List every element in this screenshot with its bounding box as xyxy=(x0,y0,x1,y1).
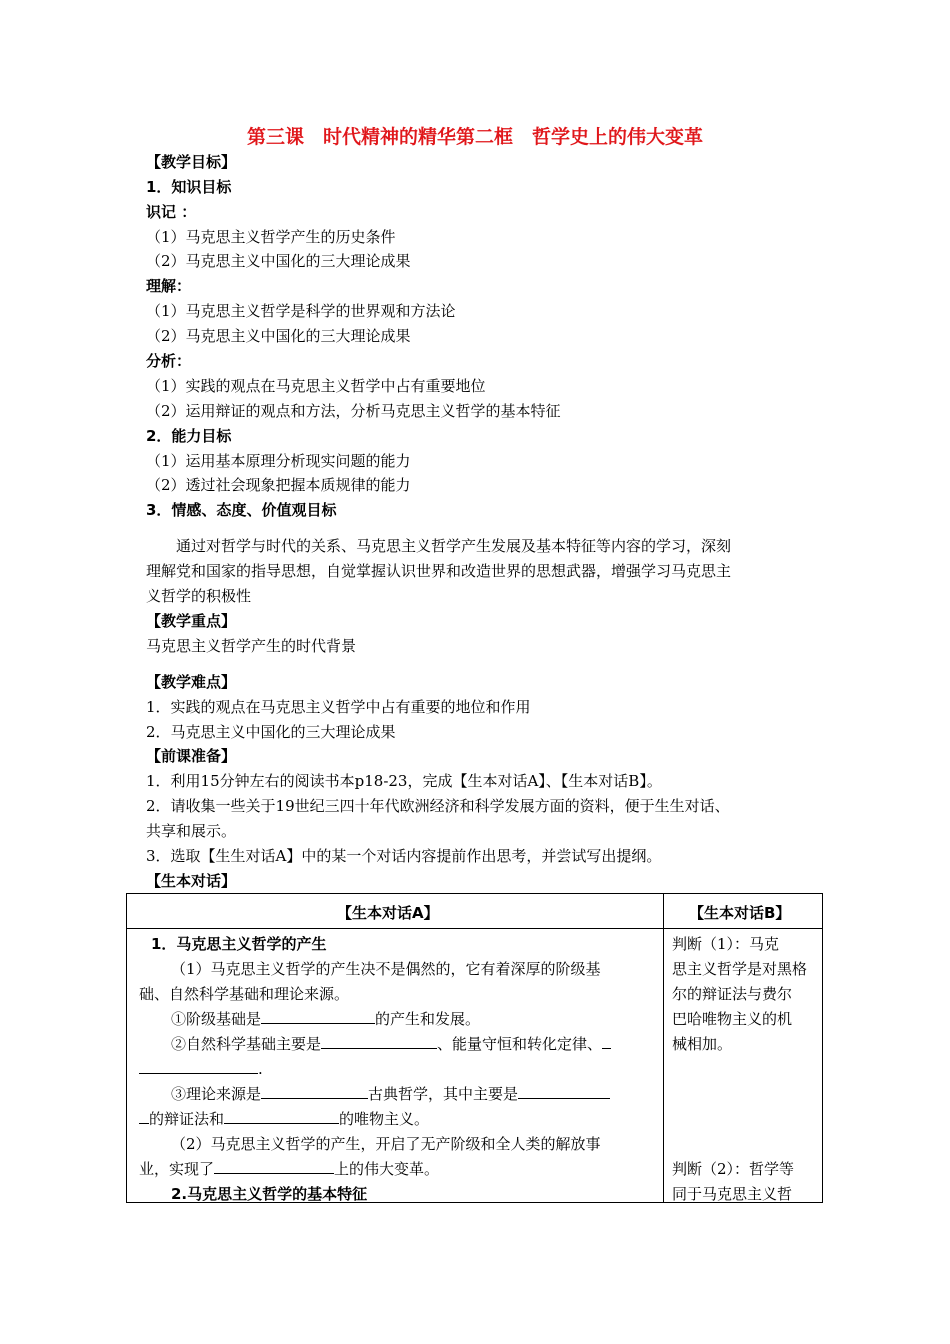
analyze-label: 分析： xyxy=(146,352,192,370)
paragraph-line: 础、自然科学基础和理论来源。 xyxy=(139,985,350,1003)
emotion-paragraph-line: 通过对哲学与时代的关系、马克思主义哲学产生发展及基本特征等内容的学习，深刻 xyxy=(176,537,732,555)
key-point-heading: 【教学重点】 xyxy=(146,612,237,630)
recall-item: （1）马克思主义哲学产生的历史条件 xyxy=(146,228,396,246)
understand-item: （1）马克思主义哲学是科学的世界观和方法论 xyxy=(146,302,456,320)
dialogue-table xyxy=(126,893,823,1203)
answer-blank[interactable] xyxy=(139,1059,258,1074)
judgment-line: 同于马克思主义哲 xyxy=(672,1185,793,1203)
fill-text: 的辩证法和 xyxy=(149,1110,225,1128)
fill-text: ①阶级基础是 xyxy=(171,1010,262,1028)
answer-blank[interactable] xyxy=(224,1109,339,1124)
fill-line xyxy=(171,1084,610,1104)
paragraph-line: （1）马克思主义哲学的产生决不是偶然的，它有着深厚的阶级基 xyxy=(171,960,601,978)
key-point-text: 马克思主义哲学产生的时代背景 xyxy=(146,637,357,655)
column-divider xyxy=(663,894,664,1202)
difficulty-item: 1．实践的观点在马克思主义哲学中占有重要的地位和作用 xyxy=(146,698,531,716)
understand-item: （2）马克思主义中国化的三大理论成果 xyxy=(146,327,411,345)
judgment-line: 巴哈唯物主义的机 xyxy=(672,1010,793,1028)
judgment-line: 思主义哲学是对黑格 xyxy=(672,960,808,978)
section-title: 1．马克思主义哲学的产生 xyxy=(151,935,327,953)
section-title: 2.马克思主义哲学的基本特征 xyxy=(171,1185,368,1203)
difficulty-item: 2．马克思主义中国化的三大理论成果 xyxy=(146,723,396,741)
recall-item: （2）马克思主义中国化的三大理论成果 xyxy=(146,252,411,270)
column-header-b: 【生本对话B】 xyxy=(689,904,791,922)
analyze-item: （1）实践的观点在马克思主义哲学中占有重要地位 xyxy=(146,377,486,395)
knowledge-heading: 1．知识目标 xyxy=(146,178,232,196)
page-title: 第三课 时代精神的精华第二框 哲学史上的伟大变革 xyxy=(246,126,703,148)
answer-blank[interactable] xyxy=(602,1034,611,1049)
answer-blank[interactable] xyxy=(261,1084,368,1099)
recall-label: 识记 ： xyxy=(146,203,197,221)
prep-item: 2．请收集一些关于19世纪三四十年代欧洲经济和科学发展方面的资料，便于生生对话、 xyxy=(146,797,730,815)
judgment-line: 械相加。 xyxy=(672,1035,733,1053)
fill-text: 上的伟大变革。 xyxy=(334,1160,440,1178)
prep-item: 3．选取【生生对话A】中的某一个对话内容提前作出思考，并尝试写出提纲。 xyxy=(146,847,662,865)
emotion-paragraph-line: 义哲学的积极性 xyxy=(146,587,252,605)
fill-text: 业，实现了 xyxy=(139,1160,215,1178)
fill-text: ③理论来源是 xyxy=(171,1085,262,1103)
answer-blank[interactable] xyxy=(261,1009,375,1024)
fill-text: 的唯物主义。 xyxy=(339,1110,430,1128)
difficulty-heading: 【教学难点】 xyxy=(146,673,237,691)
paragraph-line: （2）马克思主义哲学的产生，开启了无产阶级和全人类的解放事 xyxy=(171,1135,601,1153)
fill-text: ②自然科学基础主要是 xyxy=(171,1035,322,1053)
fill-line xyxy=(139,1159,439,1179)
prep-heading: 【前课准备】 xyxy=(146,747,237,765)
emotion-heading: 3．情感、态度、价值观目标 xyxy=(146,501,337,519)
fill-line xyxy=(171,1009,480,1029)
answer-blank[interactable] xyxy=(518,1084,610,1099)
answer-blank[interactable] xyxy=(214,1159,334,1174)
analyze-item: （2）运用辩证的观点和方法，分析马克思主义哲学的基本特征 xyxy=(146,402,561,420)
emotion-paragraph-line: 理解党和国家的指导思想，自觉掌握认识世界和改造世界的思想武器，增强学习马克思主 xyxy=(146,562,732,580)
fill-text: 、能量守恒和转化定律、 xyxy=(437,1035,603,1053)
prep-item: 1．利用15分钟左右的阅读书本p18-23，完成【生本对话A】、【生本对话B】。 xyxy=(146,772,662,790)
fill-text: 古典哲学，其中主要是 xyxy=(368,1085,519,1103)
fill-text: 的产生和发展。 xyxy=(375,1010,481,1028)
judgment-line: 判断（2）：哲学等 xyxy=(672,1160,795,1178)
ability-item: （2）透过社会现象把握本质规律的能力 xyxy=(146,476,411,494)
answer-blank[interactable] xyxy=(139,1109,149,1124)
judgment-line: 判断（1）：马克 xyxy=(672,935,780,953)
objectives-heading: 【教学目标】 xyxy=(146,153,237,171)
header-divider xyxy=(127,928,822,929)
fill-text: . xyxy=(258,1060,263,1078)
ability-item: （1）运用基本原理分析现实问题的能力 xyxy=(146,452,411,470)
answer-blank[interactable] xyxy=(321,1034,437,1049)
column-header-a: 【生本对话A】 xyxy=(337,904,439,922)
fill-line xyxy=(171,1034,611,1054)
judgment-line: 尔的辩证法与费尔 xyxy=(672,985,793,1003)
prep-item-continued: 共享和展示。 xyxy=(146,822,237,840)
dialogue-heading: 【生本对话】 xyxy=(146,872,237,890)
ability-heading: 2．能力目标 xyxy=(146,427,232,445)
fill-line xyxy=(139,1109,429,1129)
fill-line xyxy=(139,1059,263,1079)
understand-label: 理解： xyxy=(146,277,192,295)
